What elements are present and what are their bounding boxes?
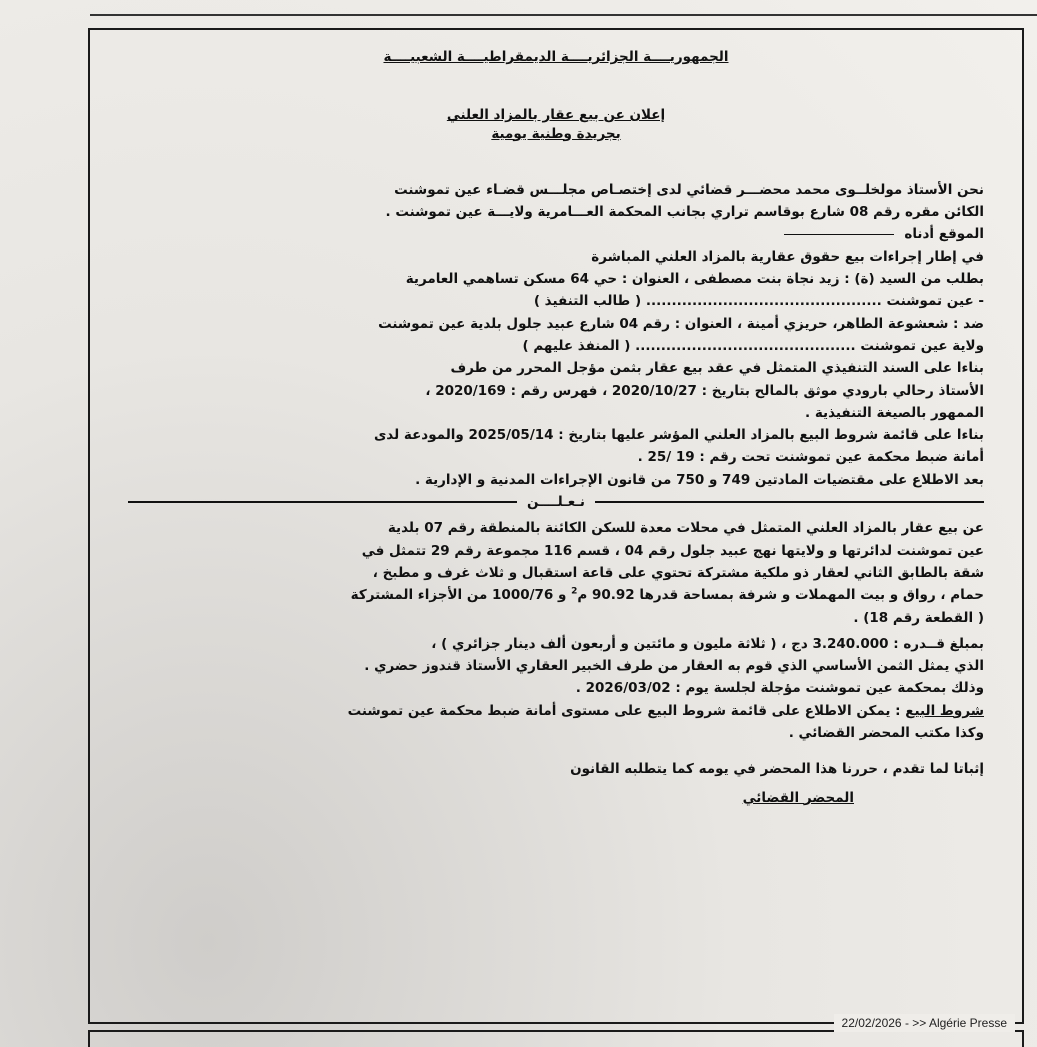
signature: المحضر القضائي [742,789,854,806]
republic-heading: الجمهوريــــة الجزائريــــة الديمقراطيــــة الشعبيــــة [383,49,729,65]
intro-line: الكائن مقره رقم 08 شارع بوقاسم تراري بجانب المحكمة العـــامرية ولايـــة عين تموشنت . [385,204,984,221]
body-line: ولاية عين تموشنت ........................................... ( المنفذ عليهم ) [522,337,984,354]
body-line: بناءا على السند التنفيذي المتمثل في عقد بيع عقار بثمن مؤجل المحرر من طرف [450,360,984,377]
announce-separator: نـعـلــــن [128,491,984,513]
body-line: عين تموشنت لدائرتها و ولايتها نهج عبيد جلول رقم 04 ، قسم 116 مجموعة رقم 29 تتمثل في [361,542,984,559]
conditions-line: شروط البيع : يمكن الاطلاع على قائمة شروط البيع على مستوى أمانة ضبط محكمة عين تموشنت [347,702,984,719]
body-line: الذي يمثل الثمن الأساسي الذي قوم به العقار من طرف الخبير العقاري الأستاذ قندوز حضري . [364,658,984,675]
body-line: ( القطعة رقم 18) . [853,609,984,626]
body-line: في إطار إجراءات بيع حقوق عقارية بالمزاد العلني المباشرة [591,248,984,265]
closing-line: إثباتا لما تقدم ، حررنا هذا المحضر في يومه كما يتطلبه القانون [570,761,984,778]
sale-details-paragraph [128,517,984,628]
body-line: - عين تموشنت .............................................. ( طالب التنفيذ ) [533,293,984,310]
body-line: الأستاذ رحالي بارودي موثق بالمالح بتاريخ : 2020/10/27 ، فهرس رقم : 2020/169 ، [425,382,984,399]
body-line: شقة بالطابق الثاني لعقار ذو ملكية مشتركة تحتوي على قاعة استقبال و ثلاث غرف و مطبخ ، [372,564,984,581]
body-line: ضد : شعشوعة الطاهر، حريزي أمينة ، العنوان : رقم 04 شارع عبيد جلول بلدية عين تموشنت [378,315,984,332]
body-line: بطلب من السيد (ة) : زيد نجاة بنت مصطفى ، العنوان : حي 64 مسكن تساهمي العامرية [405,271,984,288]
next-announcement-frame [88,1030,1024,1047]
announcement-subtitle: بجريدة وطنية يومية [491,125,621,142]
announcement-content [128,46,984,809]
body-line: حمام ، رواق و بيت المهملات و شرفة بمساحة قدرها 90.92 م$^2$ و 1000/76 من الأجزاء المشتركة [350,586,984,604]
body-line: وكذا مكتب المحضر القضائي . [788,725,984,742]
intro-line-rule: الموقع أدناه [128,223,984,245]
body-line: عن بيع عقار بالمزاد العلني المتمثل في محلات معدة للسكن الكائنة بالمنطقة رقم 07 بلدية [387,520,984,537]
procedure-paragraph [128,246,984,491]
body-line: وذلك بمحكمة عين تموشنت مؤجلة لجلسة يوم : 2026/03/02 . [575,680,984,697]
body-line: بناءا على قائمة شروط البيع بالمزاد العلني المؤشر عليها بتاريخ : 2025/05/14 والمودعة لدى [373,427,984,444]
body-line: الممهور بالصيغة التنفيذية . [804,404,984,421]
top-divider [90,14,1037,16]
source-footer: 22/02/2026 - >> Algérie Presse [834,1014,1015,1032]
body-line: بعد الاطلاع على مقتضيات المادتين 749 و 750 من قانون الإجراءات المدنية و الإدارية . [415,471,984,488]
announcement-title: إعلان عن بيع عقار بالمزاد العلني [446,107,666,124]
body-line: بمبلغ قــدره : 3.240.000 دج ، ( ثلاثة مليون و مائتين و أربعون ألف دينار جزائري ) ، [431,635,984,652]
body-line: أمانة ضبط محكمة عين تموشنت تحت رقم : 19 /25 . [637,449,984,466]
price-paragraph [128,633,984,744]
intro-paragraph [128,179,984,246]
intro-line: نحن الأستاذ مولخلــوى محمد محضـــر قضائي لدى إختصـاص مجلـــس قضـاء عين تموشنت [394,181,984,198]
